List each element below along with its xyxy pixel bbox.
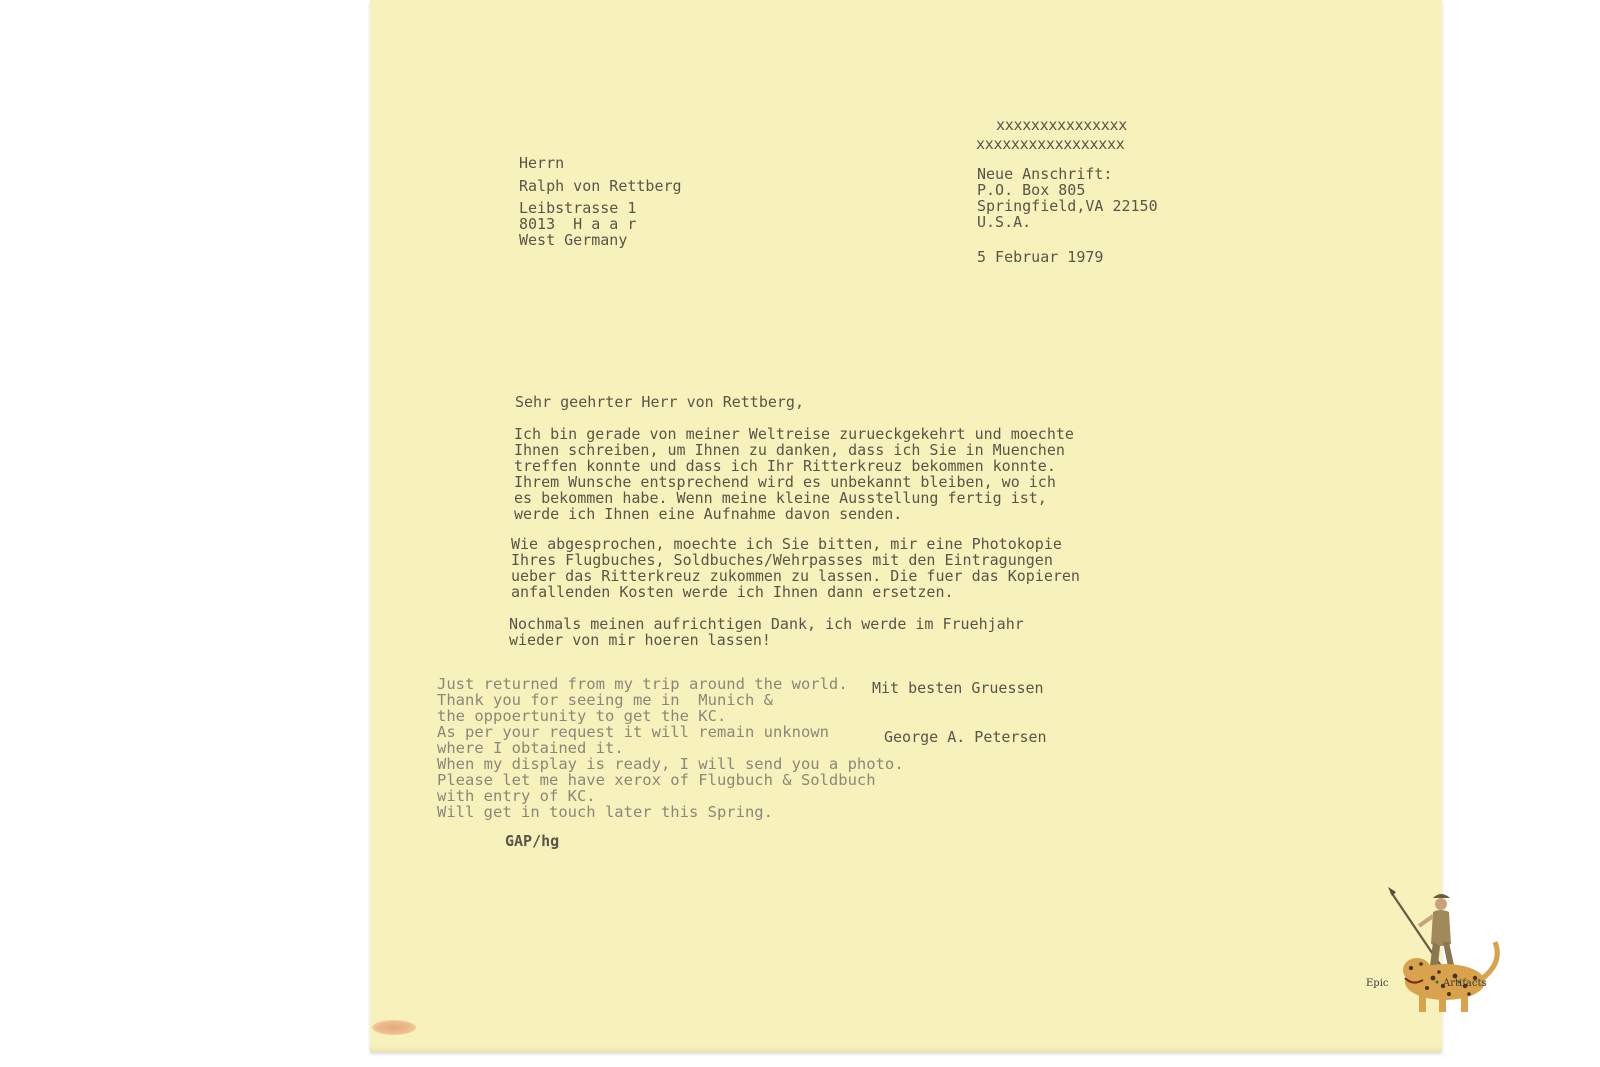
- paragraph-1: Ich bin gerade von meiner Weltreise zurueckgekehrt und moechte Ihnen schreiben, um Ihnen zu danken, dass ich Sie in Muenchen treffen konnte und dass ich Ihr Ritterkreuz bekommen konnte. Ihrem Wunsche entsprechend wird es unbekannt bleiben, wo ich es bekommen habe. Wenn meine kleine Ausstellung fertig ist, werde ich Ihnen eine Aufnahme davon senden.: [514, 425, 1074, 523]
- paragraph-2: Wie abgesprochen, moechte ich Sie bitten, mir eine Photokopie Ihres Flugbuches, Soldbuches/Wehrpasses mit den Eintragungen ueber das Ritterkreuz zukommen zu lassen. Die fuer das Kopieren anfallenden Kosten werde ich Ihnen dann ersetzen.: [511, 535, 1080, 601]
- paper-stain: [372, 1020, 416, 1035]
- paragraph-3: Nochmals meinen aufrichtigen Dank, ich werde im Fruehjahr wieder von mir hoeren lassen!: [509, 615, 1024, 649]
- typist-initials: GAP/hg: [505, 832, 560, 850]
- closing: Mit besten Gruessen: [872, 679, 1044, 697]
- redacted-line-2: xxxxxxxxxxxxxxxxx: [976, 135, 1125, 153]
- letter-date: 5 Februar 1979: [977, 248, 1104, 266]
- greeting: Sehr geehrter Herr von Rettberg,: [515, 393, 804, 411]
- handwritten-translation-note: Just returned from my trip around the world. Thank you for seeing me in Munich & the oppoertunity to get the KC. As per your request it will remain unknown where I obtained it. When my display is ready, I will send you a photo. Please let me have xerox of Flugbuch & Soldbuch with entry of KC. Will get in touch later this Spring.: [437, 675, 904, 821]
- sender-address: Neue Anschrift: P.O. Box 805 Springfield,VA 22150 U.S.A.: [977, 165, 1158, 231]
- logo-word-right: Artifacts: [1443, 978, 1487, 989]
- epic-artifacts-logo: [1383, 882, 1533, 1032]
- recipient-address: Leibstrasse 1 8013 H a a r West Germany: [519, 199, 637, 249]
- salutation-title: Herrn: [519, 154, 565, 172]
- recipient-name: Ralph von Rettberg: [519, 177, 682, 195]
- logo-word-left: Epic: [1366, 978, 1389, 989]
- signature-name: George A. Petersen: [884, 728, 1047, 746]
- redacted-line-1: xxxxxxxxxxxxxxx: [996, 116, 1127, 134]
